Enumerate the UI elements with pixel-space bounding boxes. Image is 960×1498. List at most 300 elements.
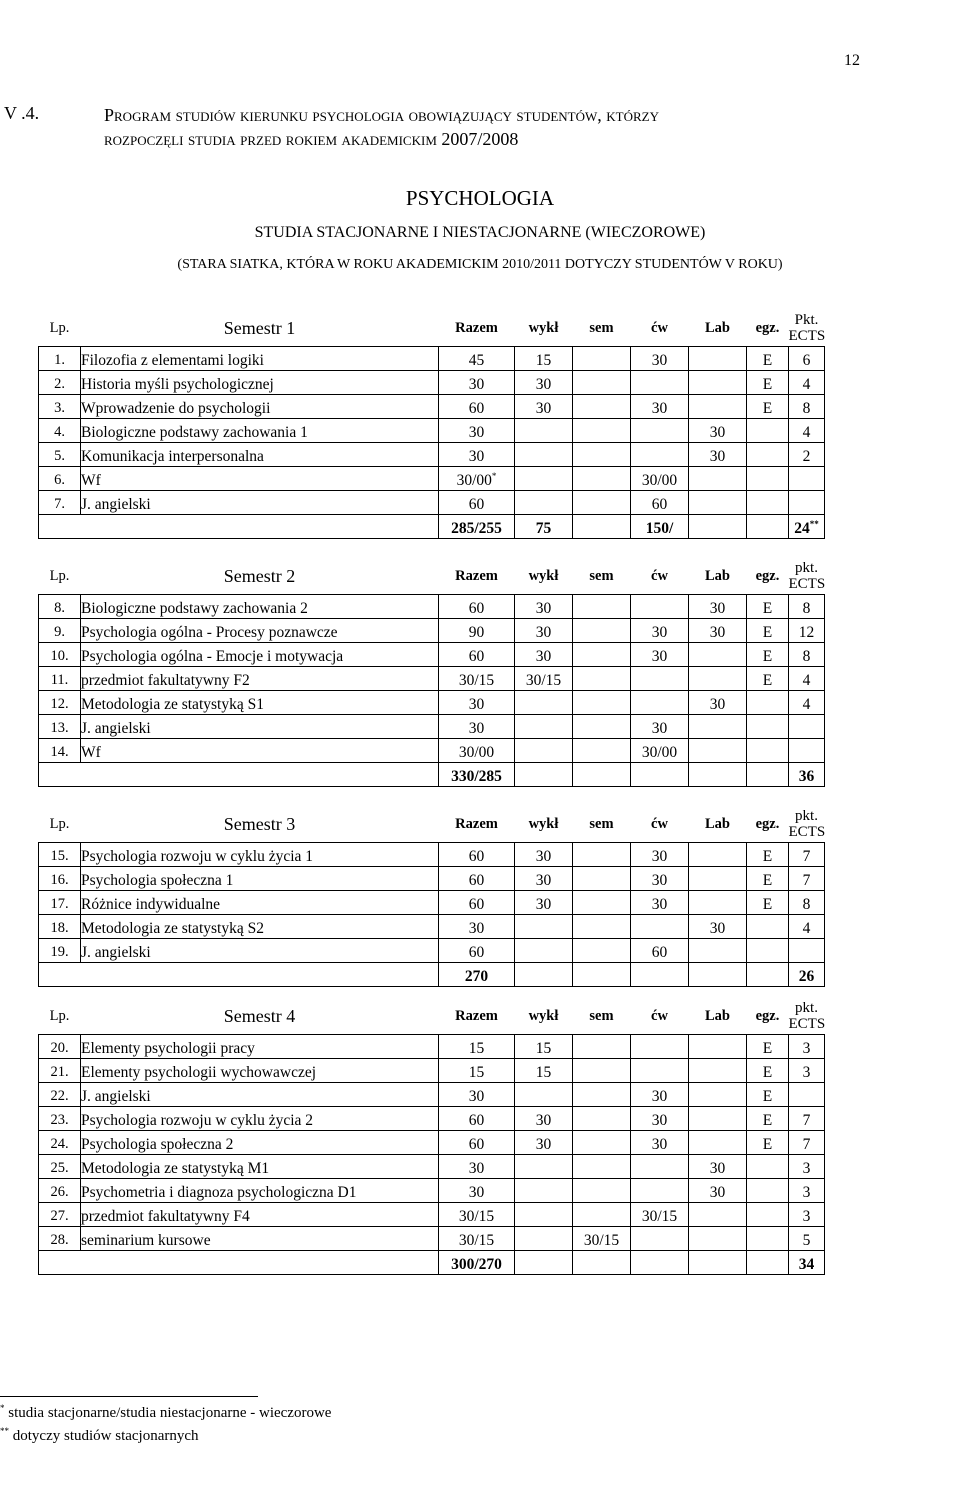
cw-cell xyxy=(631,667,689,691)
egz-cell xyxy=(747,915,789,939)
razem-cell xyxy=(439,867,515,891)
course-number: 1. xyxy=(39,347,81,371)
egz-cell xyxy=(747,419,789,443)
ects-cell: 3 xyxy=(789,1155,825,1179)
cw-header: ćw xyxy=(651,1007,668,1024)
wykl-cell: 30 xyxy=(515,891,573,915)
wykl-cell: 30/15 xyxy=(515,667,573,691)
ects-label: ECTS xyxy=(788,824,826,840)
wykl-cell xyxy=(515,939,573,963)
course-row xyxy=(39,1059,825,1083)
course-row xyxy=(39,1203,825,1227)
sem-cell xyxy=(573,715,631,739)
razem-cell xyxy=(439,595,515,619)
lab-cell xyxy=(689,939,747,963)
razem-cell xyxy=(439,843,515,867)
cw-cell: 30 xyxy=(631,891,689,915)
wykl-cell: 30 xyxy=(515,619,573,643)
lab-cell: 30 xyxy=(689,595,747,619)
razem-cell xyxy=(439,715,515,739)
course-row xyxy=(39,1035,825,1059)
lab-cell xyxy=(689,1107,747,1131)
semester-title: Semestr 3 xyxy=(223,813,296,834)
section-heading-line-2: rozpoczęli studia przed rokiem akademickim 2007/2008 xyxy=(104,129,519,149)
course-row xyxy=(39,891,825,915)
wykl-cell xyxy=(515,1203,573,1227)
egz-header: egz. xyxy=(755,815,780,832)
course-name: Historia myśli psychologicznej xyxy=(81,371,439,395)
ects-cell: 4 xyxy=(789,667,825,691)
egz-cell xyxy=(747,1203,789,1227)
course-row xyxy=(39,395,825,419)
total-egz xyxy=(747,515,789,539)
wykl-cell xyxy=(515,1179,573,1203)
course-name: Biologiczne podstawy zachowania 2 xyxy=(81,595,439,619)
course-row xyxy=(39,691,825,715)
lab-cell: 30 xyxy=(689,915,747,939)
sem-cell xyxy=(573,667,631,691)
course-row xyxy=(39,867,825,891)
razem-value: 60 xyxy=(468,848,485,865)
egz-cell: E xyxy=(747,371,789,395)
semester-2-table xyxy=(38,558,825,787)
course-number: 24. xyxy=(39,1131,81,1155)
total-label-blank xyxy=(39,515,439,539)
course-number: 25. xyxy=(39,1155,81,1179)
pkt-label: pkt. xyxy=(795,1000,818,1016)
egz-cell: E xyxy=(747,1131,789,1155)
cw-cell xyxy=(631,1155,689,1179)
razem-cell xyxy=(439,1107,515,1131)
course-name: Psychologia rozwoju w cyklu życia 2 xyxy=(81,1107,439,1131)
wykl-cell xyxy=(515,1155,573,1179)
course-number: 16. xyxy=(39,867,81,891)
sem-cell xyxy=(573,1083,631,1107)
header-row xyxy=(39,558,825,595)
course-row xyxy=(39,443,825,467)
total-ects-cell xyxy=(789,515,825,539)
sem-header: sem xyxy=(589,319,614,336)
sem-cell xyxy=(573,443,631,467)
cw-cell: 60 xyxy=(631,491,689,515)
total-lab xyxy=(689,963,747,987)
total-cw: 150/ xyxy=(631,515,689,539)
course-number: 27. xyxy=(39,1203,81,1227)
lab-header: Lab xyxy=(705,567,730,584)
course-name: J. angielski xyxy=(81,715,439,739)
cw-cell xyxy=(631,371,689,395)
course-row xyxy=(39,1083,825,1107)
total-wykl xyxy=(515,963,573,987)
razem-cell xyxy=(439,1179,515,1203)
course-name: Psychometria i diagnoza psychologiczna D1 xyxy=(81,1179,439,1203)
egz-header: egz. xyxy=(755,567,780,584)
ects-cell: 7 xyxy=(789,1131,825,1155)
razem-cell xyxy=(439,619,515,643)
semester-4-table xyxy=(38,998,825,1275)
egz-cell xyxy=(747,443,789,467)
cw-cell xyxy=(631,1227,689,1251)
lab-cell xyxy=(689,891,747,915)
razem-value: 60 xyxy=(468,496,485,513)
course-number: 13. xyxy=(39,715,81,739)
total-razem: 285/255 xyxy=(439,515,515,539)
cw-cell xyxy=(631,1059,689,1083)
cw-cell: 30 xyxy=(631,643,689,667)
razem-header: Razem xyxy=(455,815,498,832)
course-number: 2. xyxy=(39,371,81,395)
lab-cell xyxy=(689,1035,747,1059)
total-egz xyxy=(747,963,789,987)
razem-value: 15 xyxy=(468,1064,485,1081)
cw-cell xyxy=(631,419,689,443)
course-name: Psychologia rozwoju w cyklu życia 1 xyxy=(81,843,439,867)
egz-header: egz. xyxy=(755,1007,780,1024)
lab-header: Lab xyxy=(705,319,730,336)
wykl-header: wykł xyxy=(528,815,559,832)
section-number: V .4. xyxy=(4,103,40,123)
razem-value: 60 xyxy=(468,872,485,889)
wykl-cell xyxy=(515,491,573,515)
course-name: Metodologia ze statystyką S1 xyxy=(81,691,439,715)
cw-cell xyxy=(631,691,689,715)
razem-value: 60 xyxy=(468,400,485,417)
document-subtitle: STUDIA STACJONARNE I NIESTACJONARNE (WIECZOROWE) xyxy=(254,224,706,241)
razem-cell xyxy=(439,1083,515,1107)
razem-header: Razem xyxy=(455,319,498,336)
footnote-1 xyxy=(0,1405,331,1422)
lab-cell xyxy=(689,843,747,867)
razem-value: 90 xyxy=(468,624,485,641)
sem-cell xyxy=(573,891,631,915)
wykl-cell xyxy=(515,915,573,939)
lab-cell: 30 xyxy=(689,691,747,715)
course-row xyxy=(39,1179,825,1203)
razem-cell xyxy=(439,1203,515,1227)
cw-cell: 30 xyxy=(631,1131,689,1155)
cw-cell xyxy=(631,915,689,939)
sem-cell xyxy=(573,1203,631,1227)
egz-cell: E xyxy=(747,347,789,371)
cw-header: ćw xyxy=(651,567,668,584)
wykl-cell: 15 xyxy=(515,1059,573,1083)
course-name: Psychologia ogólna - Emocje i motywacja xyxy=(81,643,439,667)
lab-cell xyxy=(689,1059,747,1083)
course-name: J. angielski xyxy=(81,1083,439,1107)
razem-cell xyxy=(439,443,515,467)
course-row xyxy=(39,371,825,395)
razem-value: 15 xyxy=(468,1040,485,1057)
sem-header: sem xyxy=(589,1007,614,1024)
sem-cell xyxy=(573,867,631,891)
course-number: 17. xyxy=(39,891,81,915)
course-name: J. angielski xyxy=(81,491,439,515)
razem-value: 60 xyxy=(468,944,485,961)
egz-cell: E xyxy=(747,1107,789,1131)
total-lab xyxy=(689,763,747,787)
course-name: Filozofia z elementami logiki xyxy=(81,347,439,371)
egz-cell xyxy=(747,467,789,491)
cw-cell xyxy=(631,1179,689,1203)
total-row xyxy=(39,1251,825,1275)
razem-cell xyxy=(439,419,515,443)
wykl-cell xyxy=(515,739,573,763)
sem-cell xyxy=(573,643,631,667)
pkt-ects-header xyxy=(789,998,825,1035)
ects-cell: 12 xyxy=(789,619,825,643)
wykl-cell xyxy=(515,419,573,443)
sem-cell xyxy=(573,915,631,939)
total-razem: 330/285 xyxy=(439,763,515,787)
lab-cell xyxy=(689,867,747,891)
course-number: 5. xyxy=(39,443,81,467)
razem-value: 30 xyxy=(468,920,485,937)
lab-cell xyxy=(689,395,747,419)
course-row xyxy=(39,643,825,667)
egz-cell: E xyxy=(747,395,789,419)
total-cw xyxy=(631,963,689,987)
ects-cell: 3 xyxy=(789,1059,825,1083)
semester-title: Semestr 1 xyxy=(223,317,296,338)
wykl-cell xyxy=(515,467,573,491)
course-name: J. angielski xyxy=(81,939,439,963)
ects-cell xyxy=(789,467,825,491)
ects-cell: 3 xyxy=(789,1035,825,1059)
total-ects-footnote-mark: ** xyxy=(809,518,819,529)
egz-cell xyxy=(747,715,789,739)
course-row xyxy=(39,347,825,371)
course-row xyxy=(39,1155,825,1179)
course-name: Biologiczne podstawy zachowania 1 xyxy=(81,419,439,443)
course-number: 10. xyxy=(39,643,81,667)
wykl-cell: 15 xyxy=(515,1035,573,1059)
ects-cell xyxy=(789,939,825,963)
footnote-separator xyxy=(0,1396,258,1397)
wykl-cell: 30 xyxy=(515,643,573,667)
razem-cell xyxy=(439,891,515,915)
sem-cell xyxy=(573,467,631,491)
ects-cell: 7 xyxy=(789,843,825,867)
razem-cell xyxy=(439,915,515,939)
egz-cell xyxy=(747,691,789,715)
ects-cell: 4 xyxy=(789,371,825,395)
course-row xyxy=(39,915,825,939)
course-row xyxy=(39,467,825,491)
ects-label: ECTS xyxy=(788,328,826,344)
razem-value: 60 xyxy=(468,648,485,665)
ects-cell: 4 xyxy=(789,691,825,715)
ects-cell: 5 xyxy=(789,1227,825,1251)
course-number: 21. xyxy=(39,1059,81,1083)
lp-header: Lp. xyxy=(49,815,70,832)
total-row xyxy=(39,963,825,987)
egz-cell: E xyxy=(747,1035,789,1059)
lab-cell xyxy=(689,1227,747,1251)
ects-cell: 4 xyxy=(789,419,825,443)
semester-title: Semestr 4 xyxy=(223,1005,296,1026)
semester-title: Semestr 2 xyxy=(223,565,296,586)
sem-cell xyxy=(573,691,631,715)
ects-cell xyxy=(789,1083,825,1107)
footnote-2-mark: ** xyxy=(0,1426,9,1436)
document-title: PSYCHOLOGIA xyxy=(405,186,555,210)
footnote-1-text: studia stacjonarne/studia niestacjonarne - wieczorowe xyxy=(8,1405,332,1421)
pkt-label: pkt. xyxy=(795,560,818,576)
razem-cell xyxy=(439,1035,515,1059)
course-number: 26. xyxy=(39,1179,81,1203)
course-number: 14. xyxy=(39,739,81,763)
cw-cell: 30 xyxy=(631,867,689,891)
wykl-header: wykł xyxy=(528,567,559,584)
course-number: 6. xyxy=(39,467,81,491)
ects-cell: 8 xyxy=(789,395,825,419)
razem-cell xyxy=(439,939,515,963)
cw-cell: 30 xyxy=(631,395,689,419)
razem-cell xyxy=(439,739,515,763)
wykl-cell xyxy=(515,1227,573,1251)
total-sem xyxy=(573,515,631,539)
section-heading-line-1: Program studiów kierunku psychologia obowiązujący studentów, którzy xyxy=(104,105,659,125)
razem-cell xyxy=(439,643,515,667)
total-ects: 24 xyxy=(794,520,810,537)
razem-cell xyxy=(439,347,515,371)
razem-value: 30 xyxy=(468,448,485,465)
cw-cell: 30 xyxy=(631,843,689,867)
header-row xyxy=(39,806,825,843)
razem-cell xyxy=(439,467,515,491)
course-number: 28. xyxy=(39,1227,81,1251)
lab-cell xyxy=(689,667,747,691)
cw-cell: 30/15 xyxy=(631,1203,689,1227)
wykl-cell: 30 xyxy=(515,867,573,891)
cw-cell: 30 xyxy=(631,1107,689,1131)
egz-cell: E xyxy=(747,619,789,643)
total-ects: 26 xyxy=(798,968,815,985)
lab-cell xyxy=(689,1131,747,1155)
wykl-header: wykł xyxy=(528,319,559,336)
sem-cell xyxy=(573,1035,631,1059)
ects-cell xyxy=(789,739,825,763)
ects-cell: 3 xyxy=(789,1179,825,1203)
sem-cell xyxy=(573,595,631,619)
lp-header: Lp. xyxy=(49,567,70,584)
egz-cell: E xyxy=(747,891,789,915)
course-row xyxy=(39,1227,825,1251)
course-name: Elementy psychologii wychowawczej xyxy=(81,1059,439,1083)
course-number: 19. xyxy=(39,939,81,963)
total-sem xyxy=(573,963,631,987)
egz-cell xyxy=(747,739,789,763)
total-razem: 270 xyxy=(439,963,515,987)
razem-value: 60 xyxy=(468,1136,485,1153)
egz-cell xyxy=(747,1227,789,1251)
ects-cell: 7 xyxy=(789,1107,825,1131)
ects-cell: 6 xyxy=(789,347,825,371)
total-wykl: 75 xyxy=(515,515,573,539)
lab-header: Lab xyxy=(705,815,730,832)
razem-value: 60 xyxy=(468,600,485,617)
course-number: 9. xyxy=(39,619,81,643)
egz-cell xyxy=(747,1155,789,1179)
wykl-cell: 30 xyxy=(515,1131,573,1155)
razem-value: 30/15 xyxy=(458,1208,495,1225)
total-razem: 300/270 xyxy=(439,1251,515,1275)
razem-value: 30/00 xyxy=(456,472,492,489)
course-number: 23. xyxy=(39,1107,81,1131)
cw-cell: 30 xyxy=(631,715,689,739)
total-label-blank xyxy=(39,963,439,987)
razem-header: Razem xyxy=(455,1007,498,1024)
cw-cell: 60 xyxy=(631,939,689,963)
course-name: Elementy psychologii pracy xyxy=(81,1035,439,1059)
sem-header: sem xyxy=(589,815,614,832)
pkt-ects-header xyxy=(789,310,825,347)
wykl-cell xyxy=(515,443,573,467)
course-row xyxy=(39,1131,825,1155)
sem-cell xyxy=(573,739,631,763)
razem-value: 30/00 xyxy=(458,744,495,761)
total-cw xyxy=(631,1251,689,1275)
total-sem xyxy=(573,763,631,787)
course-name: Metodologia ze statystyką S2 xyxy=(81,915,439,939)
razem-cell xyxy=(439,395,515,419)
header-row xyxy=(39,998,825,1035)
egz-header: egz. xyxy=(755,319,780,336)
total-label-blank xyxy=(39,1251,439,1275)
ects-cell xyxy=(789,491,825,515)
egz-cell: E xyxy=(747,867,789,891)
footnote-1-mark: * xyxy=(0,1403,5,1413)
total-ects: 36 xyxy=(798,768,815,785)
razem-cell xyxy=(439,667,515,691)
egz-cell xyxy=(747,491,789,515)
wykl-cell: 30 xyxy=(515,595,573,619)
sem-cell xyxy=(573,843,631,867)
sem-cell xyxy=(573,1059,631,1083)
course-row xyxy=(39,715,825,739)
pkt-ects-header xyxy=(789,806,825,843)
cw-cell xyxy=(631,1035,689,1059)
egz-cell: E xyxy=(747,643,789,667)
ects-label: ECTS xyxy=(788,576,826,592)
lab-header: Lab xyxy=(705,1007,730,1024)
course-row xyxy=(39,667,825,691)
course-number: 8. xyxy=(39,595,81,619)
course-name: Psychologia społeczna 2 xyxy=(81,1131,439,1155)
lab-cell xyxy=(689,371,747,395)
course-row xyxy=(39,419,825,443)
ects-cell: 8 xyxy=(789,595,825,619)
cw-cell: 30 xyxy=(631,619,689,643)
razem-cell xyxy=(439,1227,515,1251)
ects-cell: 8 xyxy=(789,891,825,915)
pkt-ects-header xyxy=(789,558,825,595)
lab-cell xyxy=(689,491,747,515)
cw-cell: 30 xyxy=(631,347,689,371)
page-number: 12 xyxy=(844,52,860,69)
sem-cell xyxy=(573,1107,631,1131)
wykl-cell: 30 xyxy=(515,843,573,867)
ects-cell: 3 xyxy=(789,1203,825,1227)
course-row xyxy=(39,619,825,643)
cw-cell: 30 xyxy=(631,1083,689,1107)
razem-value: 30 xyxy=(468,1160,485,1177)
razem-value: 45 xyxy=(468,352,485,369)
ects-label: ECTS xyxy=(788,1016,826,1032)
course-name: Psychologia społeczna 1 xyxy=(81,867,439,891)
lab-cell: 30 xyxy=(689,1179,747,1203)
lab-cell xyxy=(689,347,747,371)
